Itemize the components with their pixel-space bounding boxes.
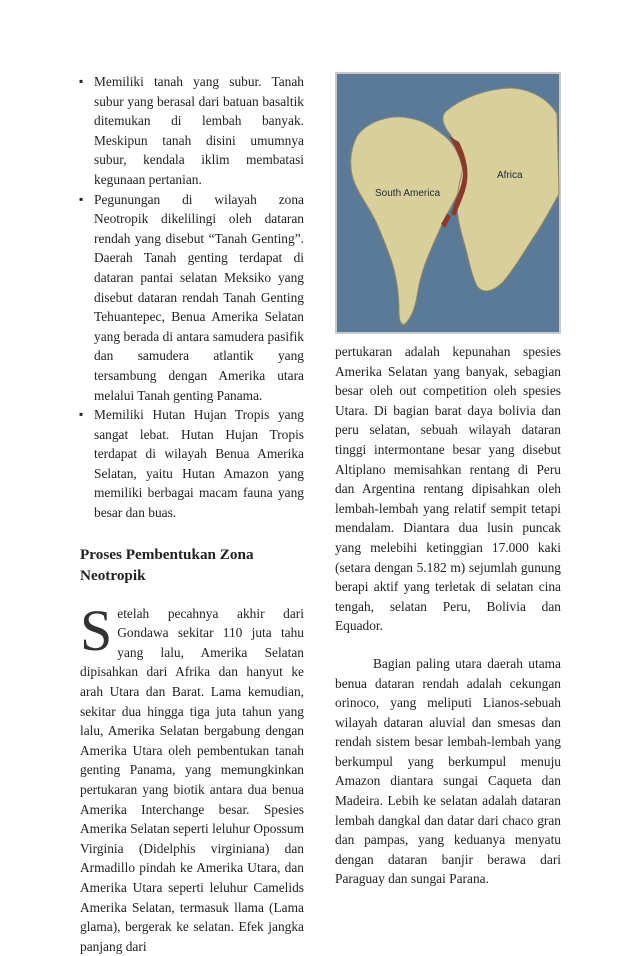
body-paragraph xyxy=(80,597,304,956)
list-item: ▪ Pegunungan di wilayah zona Neotropik dikelilingi oleh dataran rendah yang disebut “Tanah Genting”. Daerah Tanah genting terdapat di dataran pantai selatan Meksiko yang disebut dataran rendah Tanah Genting Tehuantepec, Benua Amerika Selatan yang berada di antara samudera pasifik dan samudera atlantik yang tersambung dengan Amerika utara melalui Tanah genting Panama. xyxy=(80,190,304,406)
drop-cap: S xyxy=(80,597,113,663)
right-column xyxy=(335,72,561,889)
label-africa: Africa xyxy=(497,170,523,181)
map-figure xyxy=(335,72,561,334)
body-paragraph: Bagian paling utara daerah utama benua dataran rendah adalah cekungan orinoco, yang meliputi Lianos-sebuah wilayah dataran aluvial dan smesas dan rendah sistem besar lembah-lembah yang berkumpul yang berkumpul menuju Amazon diantara sungai Caqueta dan Madeira. Lebih ke selatan adalah dataran lembah dangkal dan datar dari chaco gran dan pampas, yang keduanya menyatu dengan dataran banjir berawa dari Paraguay dan sungai Parana. xyxy=(335,655,561,887)
body-paragraph: pertukaran adalah kepunahan spesies Amerika Selatan yang banyak, sebagian besar oleh out competition oleh spesies Utara. Di bagian barat daya bolivia dan peru selatan, sebuah wilayah dataran tinggi intermontane besar yang disebut Altiplano memisahkan rentang di Peru dan Argentina rentang dipisahkan oleh lembah-lembah yang relatif sempit tetapi mendalam. Diantara dua lusin puncak yang melebihi ketinggian 17.000 kaki (setara dengan 5.182 m) sejumlah gunung berapi aktif yang terletak di selatan cina tengah, selatan Peru, Bolivia dan Equador. xyxy=(335,344,561,634)
paragraph-text: etelah pecahnya akhir dari Gondawa sekitar 110 juta tahu yang lalu, Amerika Selatan dipisahkan dari Afrika dan hanyut ke arah Utara dan Barat. Lama kemudian, sekitar dua hingga tiga juta tahun yang lalu, Amerika Selatan bergabung dengan Amerika Utara oleh pembentukan tanah genting Panama, yang memungkinkan pertukaran yang biotik antara dua benua Amerika Interchange besar. Spesies Amerika Selatan seperti leluhur Opossum Virginia (Didelphis virginiana) dan Armadillo pindah ke Amerika Utara, dan Amerika Utara seperti leluhur Camelids Amerika Selatan, termasuk llama (Lama glama), bergerak ke selatan. Efek jangka panjang dari xyxy=(80,605,304,954)
left-column xyxy=(80,72,304,956)
label-south-america: South America xyxy=(375,188,441,199)
list-item: ▪ Memiliki Hutan Hujan Tropis yang sangat lebat. Hutan Hujan Tropis terdapat di wilayah Benua Amerika Selatan, yaitu Hutan Amazon yang memiliki berbagai macam fauna yang besar dan buas. xyxy=(80,405,304,523)
feature-list xyxy=(80,72,304,523)
continents-map xyxy=(337,74,559,332)
list-item: ▪ Memiliki tanah yang subur. Tanah subur yang berasal dari batuan basaltik ditemukan di lembah banyak. Meskipun tanah disini umumnya subur, kendala iklim membatasi kegunaan pertanian. xyxy=(80,72,304,190)
section-heading: Proses Pembentukan Zona Neotropik xyxy=(80,545,254,584)
